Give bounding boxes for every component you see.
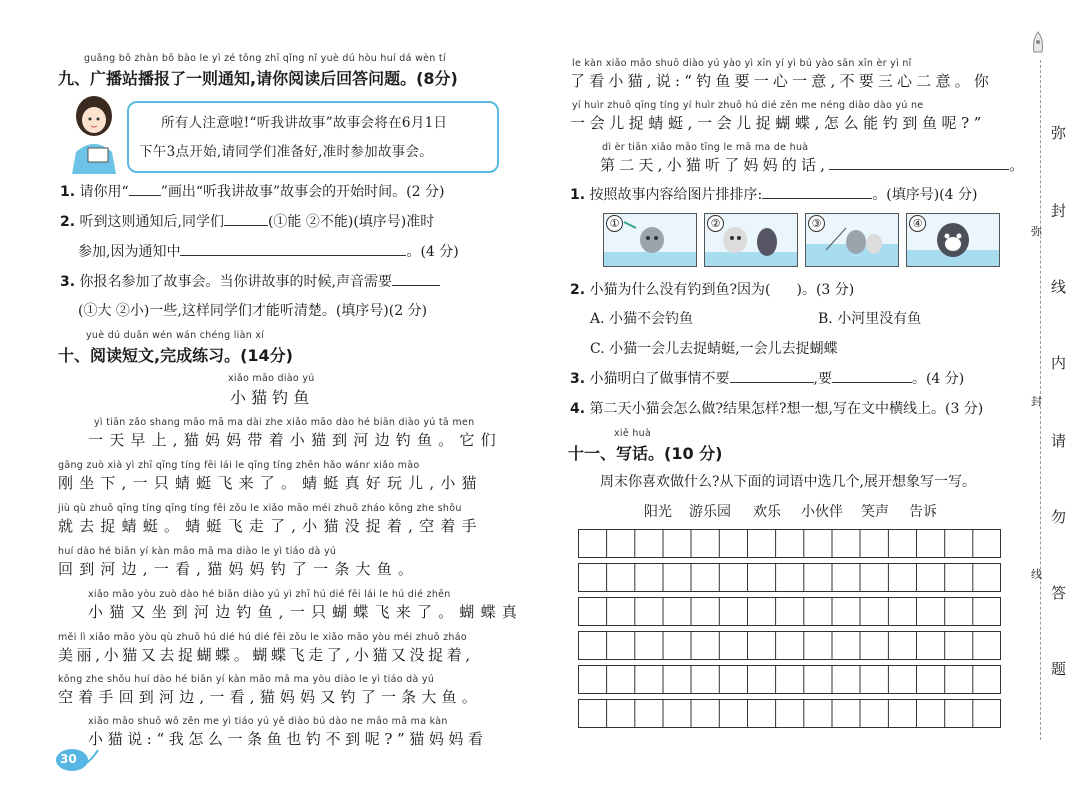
s10-question-2: 2. 小猫为什么没有钓到鱼?因为( )。(3 分) — [570, 282, 855, 298]
s9-question-2: 2. 听到这则通知后,同学们 (①能 ②不能)(填序号)准时 — [60, 214, 435, 230]
story-picture-1: ① — [603, 213, 697, 267]
margin-char: 勿 — [1051, 508, 1067, 526]
s10-question-1: 1. 按照故事内容给图片排排序: 。(填序号)(4 分) — [570, 187, 978, 203]
story-pinyin-2: gāng zuò xià yì zhī qīng tíng fēi lái le qīng tíng zhēn hǎo wánr xiǎo māo — [58, 460, 420, 471]
story-pinyin-11: dì èr tiān xiǎo māo tīng le mā ma de huà — [602, 142, 809, 153]
story-line-5: 小猫又坐到河边钓鱼,一只蝴蝶飞来了。蝴蝶真 — [88, 603, 523, 621]
word-1: 阳光 — [644, 504, 672, 520]
section11-title: 十一、写话。(10 分) — [568, 444, 723, 463]
rocket-icon — [1026, 30, 1050, 60]
answer-blank[interactable] — [762, 186, 872, 199]
word-4: 小伙伴 — [801, 504, 843, 520]
notice-line-1: 所有人注意啦!“听我讲故事”故事会将在6月1日 — [161, 115, 448, 131]
s9-question-3-cont: (①大 ②小)一些,这样同学们才能听清楚。(填序号)(2 分) — [78, 303, 428, 319]
word-2: 游乐园 — [689, 504, 731, 520]
story-line-1: 一天早上,猫妈妈带着小猫到河边钓鱼。它们 — [88, 431, 502, 449]
story-line-6: 美丽,小猫又去捉蝴蝶。蝴蝶飞走了,小猫又没捉着, — [58, 646, 474, 664]
story-pinyin-6: měi lì xiǎo māo yòu qù zhuō hú dié hú dié fēi zǒu le xiǎo māo yòu méi zhuō zháo — [58, 632, 467, 643]
option-a: A. 小猫不会钓鱼 — [590, 311, 694, 327]
story-line-3: 就去捉蜻蜓。蜻蜓飞走了,小猫没捉着,空着手 — [58, 517, 483, 535]
story-line-9: 了看小猫,说:“钓鱼要一心一意,不要三心二意。你 — [570, 72, 994, 90]
story-line-7: 空着手回到河边,一看,猫妈妈又钓了一条大鱼。 — [58, 688, 482, 706]
s10-question-4: 4. 第二天小猫会怎么做?结果怎样?想一想,写在文中横线上。(3 分) — [570, 401, 984, 417]
notice-line-2: 下午3点开始,请同学们准备好,准时参加故事会。 — [139, 144, 434, 160]
story-line-10: 一会儿捉蜻蜓,一会儿捉蝴蝶,怎么能钓到鱼呢?” — [570, 114, 987, 132]
s9-question-2-cont: 参加,因为通知中 。(4 分) — [78, 244, 459, 260]
writing-grid[interactable] — [578, 529, 1002, 729]
s9-question-3: 3. 你报名参加了故事会。当你讲故事的时候,声音需要 — [60, 271, 440, 291]
story-picture-4: ④ — [906, 213, 1000, 267]
word-3: 欢乐 — [753, 504, 781, 520]
story-pinyin-10: yí huìr zhuō qīng tíng yí huìr zhuō hú dié zěn me néng diào dào yú ne — [572, 100, 924, 111]
story-pinyin-5: xiǎo māo yòu zuò dào hé biān diào yú yì zhī hú dié fēi lái le hú dié zhēn — [88, 589, 451, 600]
story-title-pinyin: xiǎo māo diào yú — [228, 373, 315, 384]
story-line-8: 小猫说:“我怎么一条鱼也钓不到呢?”猫妈妈看 — [88, 730, 488, 748]
margin-small-char: 封 — [1031, 395, 1042, 408]
writing-instruction: 周末你喜欢做什么?从下面的词语中选几个,展开想象写一写。 — [600, 474, 976, 490]
story-title: 小 猫 钓 鱼 — [230, 388, 310, 407]
girl-reading-illustration — [60, 92, 128, 174]
story-picture-2: ② — [704, 213, 798, 267]
story-line-2: 刚坐下,一只蜻蜓飞来了。蜻蜓真好玩儿,小猫 — [58, 474, 483, 492]
word-5: 笑声 — [861, 504, 889, 520]
margin-small-char: 弥 — [1031, 225, 1042, 238]
section9-pinyin: guǎng bō zhàn bō bào le yì zé tōng zhī qǐng nǐ yuè dú hòu huí dá wèn tí — [84, 53, 446, 64]
margin-char: 线 — [1051, 278, 1067, 296]
page-number: 30 — [60, 752, 77, 766]
answer-blank[interactable] — [730, 370, 814, 383]
margin-char: 弥 — [1051, 124, 1067, 142]
story-line-4: 回到河边,一看,猫妈妈钓了一条大鱼。 — [58, 560, 420, 578]
word-6: 告诉 — [909, 504, 937, 520]
section9-title: 九、广播站播报了一则通知,请你阅读后回答问题。(8分) — [58, 69, 458, 88]
margin-char: 答 — [1051, 584, 1067, 602]
story-answer-blank[interactable] — [829, 157, 1009, 170]
answer-blank[interactable] — [832, 370, 912, 383]
section11-pinyin: xiě huà — [614, 428, 652, 439]
margin-char: 内 — [1051, 354, 1067, 372]
s10-question-3: 3. 小猫明白了做事情不要 ,要 。(4 分) — [570, 371, 965, 387]
answer-blank[interactable] — [180, 243, 406, 256]
option-c: C. 小猫一会儿去捉蜻蜓,一会儿去捉蝴蝶 — [590, 341, 838, 357]
s9-question-1: 1. 请你用“ ”画出“听我讲故事”故事会的开始时间。(2 分) — [60, 184, 445, 200]
option-b: B. 小河里没有鱼 — [818, 311, 922, 327]
story-pinyin-4: huí dào hé biān yí kàn māo mā ma diào le yì tiáo dà yú — [58, 546, 337, 557]
story-pinyin-9: le kàn xiǎo māo shuō diào yú yào yì xīn yí yì bú yào sān xīn èr yì nǐ — [572, 58, 912, 69]
answer-blank[interactable] — [392, 273, 440, 286]
story-line-11: 第二天,小猫听了妈妈的话, 。 — [600, 156, 1029, 174]
story-pinyin-7: kōng zhe shǒu huí dào hé biān yí kàn māo mā ma yòu diào le yì tiáo dà yú — [58, 674, 435, 685]
margin-char: 请 — [1051, 432, 1067, 450]
story-pinyin-3: jiù qù zhuō qīng tíng qīng tíng fēi zǒu le xiǎo māo méi zhuō zháo kōng zhe shǒu — [58, 503, 462, 514]
margin-char: 封 — [1051, 202, 1067, 220]
story-pinyin-8: xiǎo māo shuō wǒ zěn me yì tiáo yú yě diào bú dào ne māo mā ma kàn — [88, 716, 448, 727]
section10-pinyin: yuè dú duǎn wén wán chéng liàn xí — [86, 330, 265, 341]
margin-char: 题 — [1051, 660, 1067, 678]
section10-title: 十、阅读短文,完成练习。(14分) — [58, 346, 293, 365]
margin-small-char: 线 — [1031, 568, 1042, 581]
answer-blank[interactable] — [224, 213, 268, 226]
story-picture-3: ③ — [805, 213, 899, 267]
story-pinyin-1: yì tiān zǎo shang māo mā ma dài zhe xiǎo māo dào hé biān diào yú tā men — [94, 417, 475, 428]
answer-blank[interactable] — [129, 183, 161, 196]
